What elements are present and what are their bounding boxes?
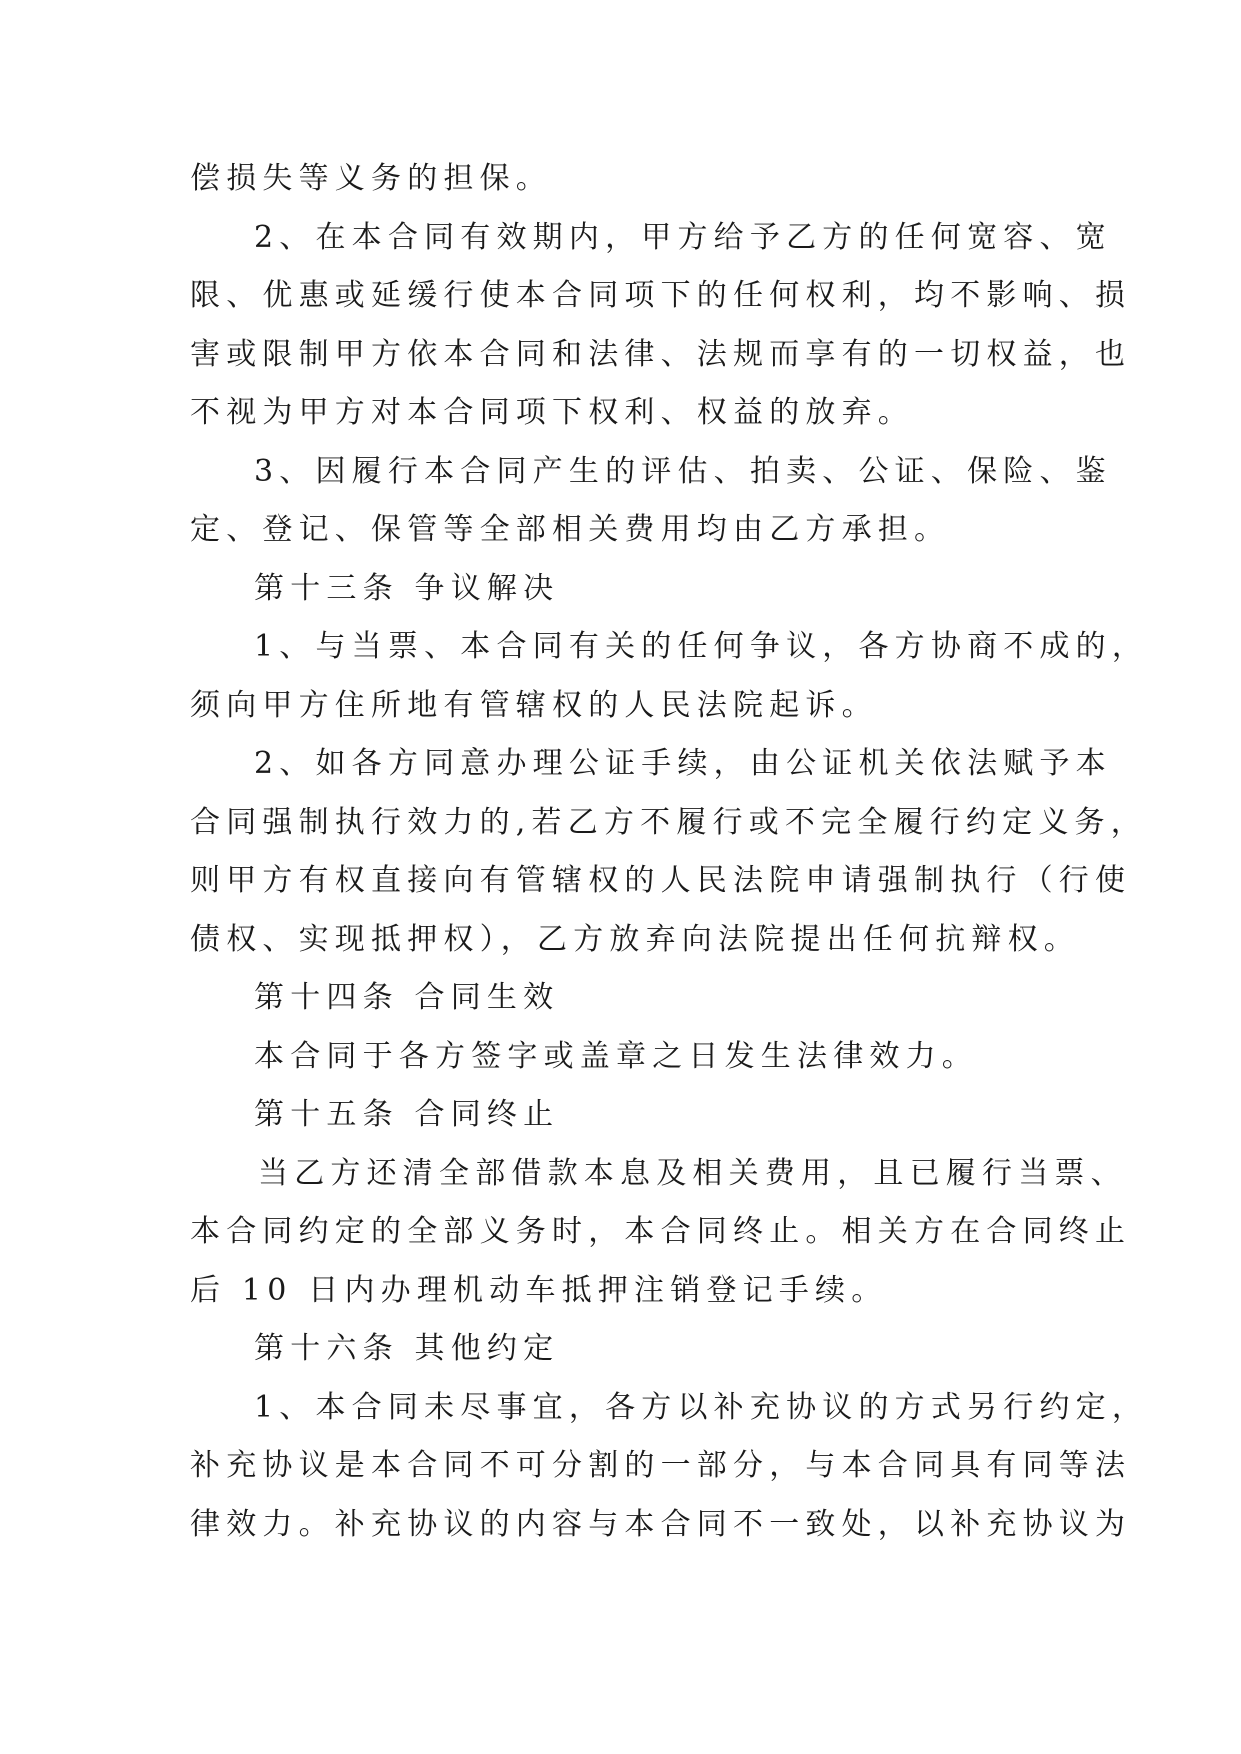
paragraph-line: 律效力。补充协议的内容与本合同不一致处，以补充协议为: [190, 1506, 1132, 1542]
paragraph-line: 3、因履行本合同产生的评估、拍卖、公证、保险、鉴: [254, 453, 1112, 489]
paragraph-line: 合同强制执行效力的,若乙方不履行或不完全履行约定义务，: [190, 804, 1147, 840]
paragraph-line: 本合同于各方签字或盖章之日发生法律效力。: [254, 1038, 978, 1074]
paragraph-line: 限、优惠或延缓行使本合同项下的任何权利，均不影响、损: [190, 278, 1132, 313]
paragraph-line: 1、与当票、本合同有关的任何争议，各方协商不成的，: [254, 629, 1149, 664]
paragraph-line: 定、登记、保管等全部相关费用均由乙方承担。: [190, 512, 951, 547]
paragraph-line: 1、本合同未尽事宜，各方以补充协议的方式另行约定，: [254, 1389, 1149, 1425]
document-body: [190, 150, 1149, 1554]
paragraph-line: 须向甲方住所地有管辖权的人民法院起诉。: [190, 687, 878, 723]
paragraph-line: 偿损失等义务的担保。: [190, 161, 552, 196]
section-heading: 第十六条 其他约定: [254, 1331, 560, 1366]
paragraph-line: 本合同约定的全部义务时，本合同终止。相关方在合同终止: [190, 1214, 1132, 1249]
section-heading: 第十五条 合同终止: [254, 1097, 560, 1132]
paragraph-line: 害或限制甲方依本合同和法律、法规而享有的一切权益，也: [190, 336, 1132, 372]
paragraph-line: 不视为甲方对本合同项下权利、权益的放弃。: [190, 395, 914, 430]
paragraph-line: 债权、实现抵押权），乙方放弃向法院提出任何抗辩权。: [190, 921, 1080, 957]
paragraph-line: 补充协议是本合同不可分割的一部分，与本合同具有同等法: [190, 1448, 1132, 1483]
paragraph-line: 则甲方有权直接向有管辖权的人民法院申请强制执行（行使: [190, 863, 1132, 898]
paragraph-line: 2、如各方同意办理公证手续，由公证机关依法赋予本: [254, 746, 1112, 781]
section-heading: 第十四条 合同生效: [254, 980, 560, 1015]
section-heading: 第十三条 争议解决: [254, 570, 560, 606]
paragraph-line: 当乙方还清全部借款本息及相关费用，且已履行当票、: [258, 1155, 1127, 1191]
paragraph-line: 2、在本合同有效期内，甲方给予乙方的任何宽容、宽: [254, 219, 1112, 255]
paragraph-line: 后 10 日内办理机动车抵押注销登记手续。: [190, 1272, 888, 1308]
